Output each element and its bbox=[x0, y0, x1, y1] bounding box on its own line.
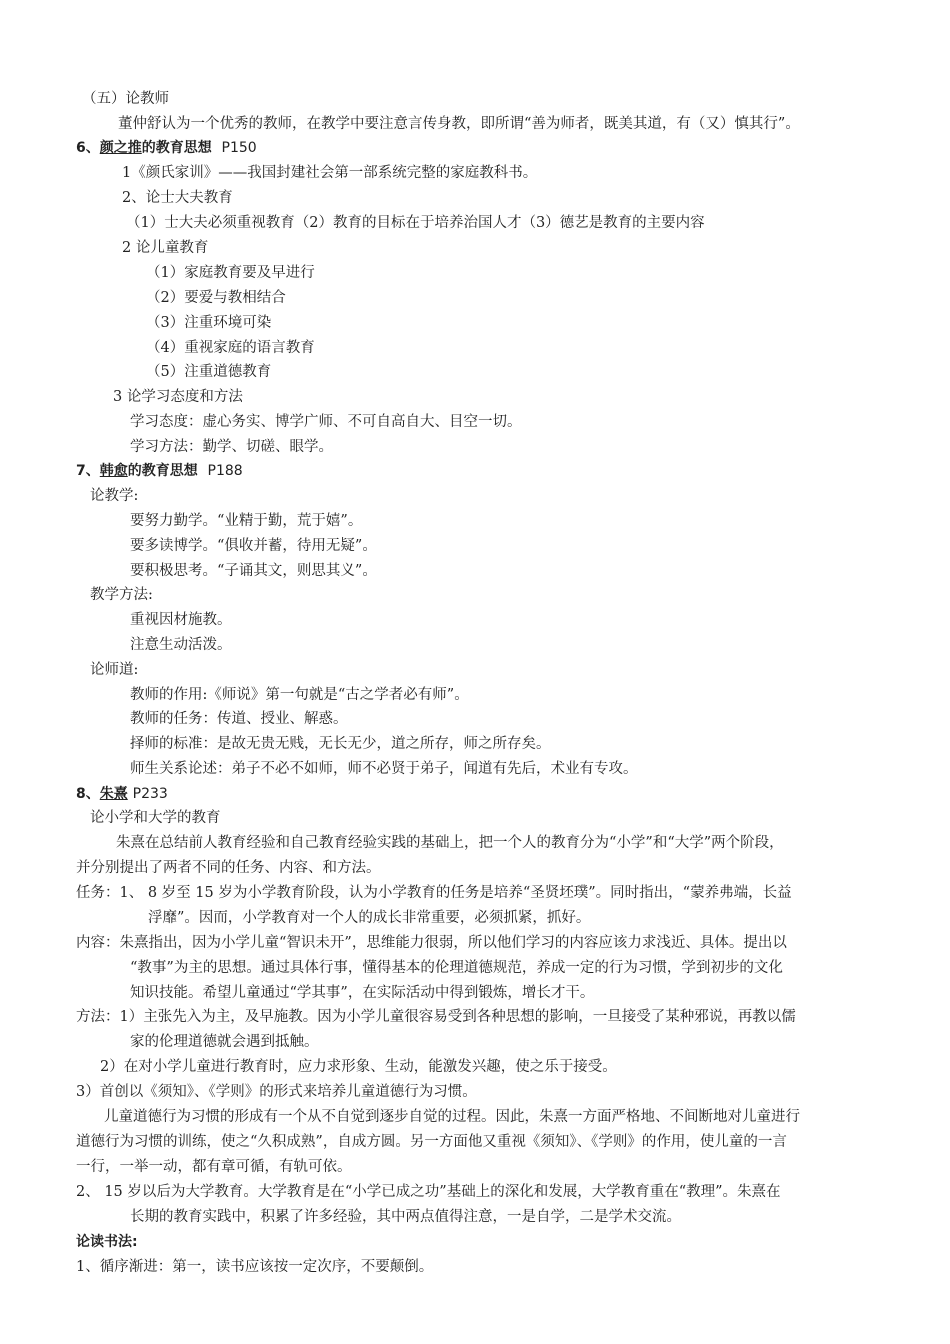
section-6-page-ref: P150 bbox=[221, 140, 257, 156]
section-8-reading-title: 论读书法: bbox=[76, 1234, 138, 1250]
section-8-method-line: 2）在对小学儿童进行教育时，应力求形象、生动，能激发兴趣，使之乐于接受。 bbox=[100, 1059, 617, 1075]
section-8-task-line: 任务：1、 8 岁至 15 岁为小学教育阶段，认为小学教育的任务是培养“圣贤坯璞”。同时指出，“蒙养弗端，长益 bbox=[76, 885, 792, 901]
section-6-shidafu-title: 2、论士大夫教育 bbox=[122, 190, 233, 206]
section-8-daxue-line: 2、 15 岁以后为大学教育。大学教育是在“小学已成之功”基础上的深化和发展，大学教育重在“教理”。朱熹在 bbox=[76, 1184, 781, 1200]
section-8-content-line: 知识技能。希望儿童通过“学其事”，在实际活动中得到锻炼，增长才干。 bbox=[130, 985, 595, 1001]
section-7-teaching-title: 论教学: bbox=[90, 488, 139, 504]
section-6-ertong-item: （1）家庭教育要及早进行 bbox=[146, 265, 315, 281]
section-8-daxue-line: 长期的教育实践中，积累了许多经验，其中两点值得注意，一是自学，二是学术交流。 bbox=[130, 1209, 681, 1225]
section-6-book: 1《颜氏家训》——我国封建社会第一部系统完整的家庭教科书。 bbox=[122, 165, 538, 181]
section-7-teaching-item: 要积极思考。“子诵其文，则思其义”。 bbox=[130, 563, 377, 579]
section-6-study-title: 3 论学习态度和方法 bbox=[113, 389, 243, 405]
section-7-number: 7、 bbox=[76, 463, 100, 479]
section-8-habit-line: 道德行为习惯的训练，使之“久积成熟”，自成方圆。另一方面他又重视《须知》、《学则》的作用，使儿童的一言 bbox=[76, 1134, 787, 1150]
section-7-method-title: 教学方法: bbox=[90, 587, 153, 603]
section-8-sub-title: 论小学和大学的教育 bbox=[90, 810, 221, 826]
section-6-person-name: 颜之推 bbox=[99, 140, 142, 156]
section-7-shidao-item: 教师的作用:《师说》第一句就是“古之学者必有师”。 bbox=[130, 687, 469, 703]
section-7-method-item: 注意生动活泼。 bbox=[130, 637, 232, 653]
section-7-heading-rest: 的教育思想 bbox=[127, 463, 198, 479]
section-6-ertong-title: 2 论儿童教育 bbox=[122, 240, 209, 256]
section-7-teaching-item: 要努力勤学。“业精于勤，荒于嬉”。 bbox=[130, 513, 363, 529]
section-8-page-ref: P233 bbox=[132, 786, 168, 802]
section-7-shidao-item: 教师的任务：传道、授业、解惑。 bbox=[130, 711, 348, 727]
section-7-teaching-item: 要多读博学。“俱收并蓄，待用无疑”。 bbox=[130, 538, 377, 554]
section-5-title: （五）论教师 bbox=[82, 91, 169, 107]
section-8-heading bbox=[76, 784, 168, 804]
section-8-number: 8、 bbox=[76, 786, 100, 802]
section-8-content-line: 内容：朱熹指出，因为小学儿童“智识未开”，思维能力很弱，所以他们学习的内容应该力求浅近、具体。提出以 bbox=[76, 935, 787, 951]
section-7-shidao-title: 论师道: bbox=[90, 662, 139, 678]
section-8-habit-line: 儿童道德行为习惯的形成有一个从不自觉到逐步自觉的过程。因此，朱熹一方面严格地、不间断地对儿童进行 bbox=[104, 1109, 800, 1125]
section-6-ertong-item: （3）注重环境可染 bbox=[146, 315, 272, 331]
section-5-body: 董仲舒认为一个优秀的教师，在教学中要注意言传身教，即所谓“善为师者，既美其道，有（又）慎其行”。 bbox=[118, 116, 800, 132]
section-8-person-name: 朱熹 bbox=[99, 786, 128, 802]
section-7-person-name: 韩愈 bbox=[99, 463, 128, 479]
section-6-heading bbox=[76, 138, 257, 158]
section-7-shidao-item: 择师的标准：是故无贵无贱，无长无少，道之所存，师之所存矣。 bbox=[130, 736, 551, 752]
section-8-method-line: 3）首创以《须知》、《学则》的形式来培养儿童道德行为习惯。 bbox=[76, 1084, 477, 1100]
section-6-number: 6、 bbox=[76, 140, 100, 156]
section-8-task-line: 浮靡”。因而，小学教育对一个人的成长非常重要，必须抓紧，抓好。 bbox=[148, 910, 591, 926]
section-8-reading-line: 1、循序渐进：第一，读书应该按一定次序，不要颠倒。 bbox=[76, 1259, 434, 1275]
section-8-habit-line: 一行，一举一动，都有章可循，有轨可依。 bbox=[76, 1159, 352, 1175]
section-6-method: 学习方法：勤学、切磋、眼学。 bbox=[130, 439, 333, 455]
section-8-intro-line: 朱熹在总结前人教育经验和自己教育经验实践的基础上，把一个人的教育分为“小学”和“大学”两个阶段， bbox=[116, 835, 784, 851]
section-7-shidao-item: 师生关系论述：弟子不必不如师，师不必贤于弟子，闻道有先后，术业有专攻。 bbox=[130, 761, 638, 777]
section-8-intro-line: 并分别提出了两者不同的任务、内容、和方法。 bbox=[76, 860, 381, 876]
section-6-attitude: 学习态度：虚心务实、博学广师、不可自高自大、目空一切。 bbox=[130, 414, 522, 430]
section-8-method-line: 方法：1）主张先入为主，及早施教。因为小学儿童很容易受到各种思想的影响，一旦接受了某种邪说，再教以儒 bbox=[76, 1009, 796, 1025]
section-6-ertong-item: （4）重视家庭的语言教育 bbox=[146, 340, 315, 356]
section-8-content-line: “教事”为主的思想。通过具体行事，懂得基本的伦理道德规范，养成一定的行为习惯，学到初步的文化 bbox=[130, 960, 783, 976]
section-6-shidafu-points: （1）士大夫必须重视教育（2）教育的目标在于培养治国人才（3）德艺是教育的主要内容 bbox=[126, 215, 705, 231]
section-6-ertong-item: （5）注重道德教育 bbox=[146, 364, 272, 380]
section-6-ertong-item: （2）要爱与教相结合 bbox=[146, 290, 286, 306]
section-6-heading-rest: 的教育思想 bbox=[141, 140, 212, 156]
section-7-page-ref: P188 bbox=[207, 463, 243, 479]
section-7-heading bbox=[76, 461, 243, 481]
section-8-method-line: 家的伦理道德就会遇到抵触。 bbox=[130, 1034, 319, 1050]
section-7-method-item: 重视因材施教。 bbox=[130, 612, 232, 628]
